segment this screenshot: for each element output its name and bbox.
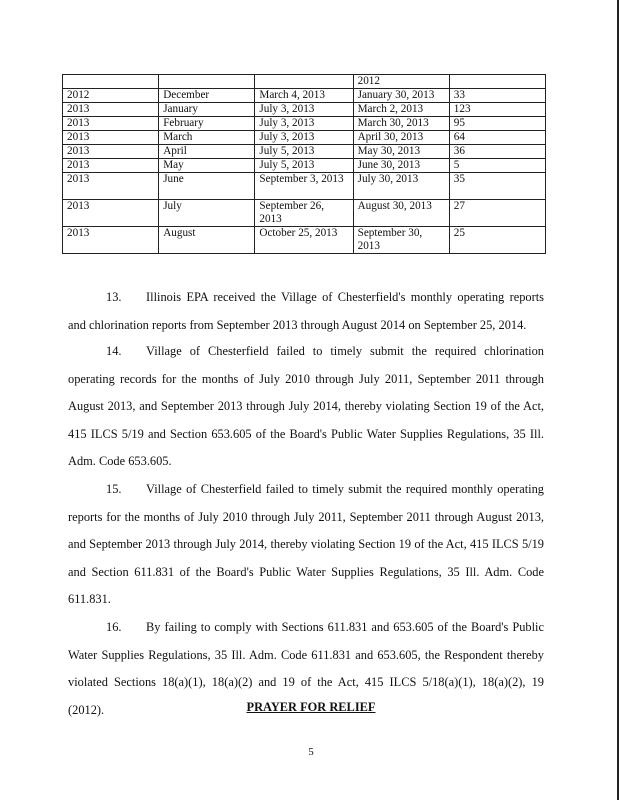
- table-row: [63, 227, 546, 254]
- table-cell: September 26, 2013: [255, 200, 353, 227]
- table-cell: March 4, 2013: [255, 89, 353, 103]
- table-cell: July 3, 2013: [255, 117, 353, 131]
- table-row: [63, 173, 546, 200]
- table-cell: May 30, 2013: [353, 145, 449, 159]
- table-row: [63, 131, 546, 145]
- table-cell: December: [159, 89, 255, 103]
- paragraph-text: Village of Chesterfield failed to timely submit the required monthly operating reports for the months of July 2010 through July 2011, September 2011 through August 2013, and September 2013 through July 2014, thereby violating Section 19 of the Act, 415 ILCS 5/19 and Section 611.831 of the Board's Public Water Supplies Regulations, 35 Ill. Adm. Code 611.831.: [68, 482, 544, 607]
- table-cell: 2013: [63, 173, 159, 200]
- table-row: [63, 117, 546, 131]
- table-cell: [255, 75, 353, 89]
- table-cell: August: [159, 227, 255, 254]
- table-row: [63, 200, 546, 227]
- paragraph-13: [68, 284, 544, 339]
- table-cell: 27: [449, 200, 545, 227]
- table-row: [63, 159, 546, 173]
- table-cell: February: [159, 117, 255, 131]
- table-row: [63, 89, 546, 103]
- table-cell: June 30, 2013: [353, 159, 449, 173]
- table-row: [63, 145, 546, 159]
- table-cell: July 30, 2013: [353, 173, 449, 200]
- table-cell: 5: [449, 159, 545, 173]
- paragraph-15: [68, 476, 544, 614]
- table-cell: July: [159, 200, 255, 227]
- page-edge: [617, 0, 619, 800]
- table-cell: [449, 75, 545, 89]
- table-cell: 2013: [63, 159, 159, 173]
- paragraph-number: 14.: [106, 344, 122, 358]
- table-cell: 123: [449, 103, 545, 117]
- table-cell: September 30, 2013: [353, 227, 449, 254]
- paragraph-number: 15.: [106, 482, 122, 496]
- prayer-for-relief-heading: PRAYER FOR RELIEF: [246, 700, 376, 714]
- table-cell: April 30, 2013: [353, 131, 449, 145]
- page-number: 5: [308, 746, 314, 758]
- table-cell: 2013: [63, 117, 159, 131]
- table-cell: July 3, 2013: [255, 131, 353, 145]
- table-cell: October 25, 2013: [255, 227, 353, 254]
- table-cell: July 5, 2013: [255, 159, 353, 173]
- table-cell: June: [159, 173, 255, 200]
- table-cell: [159, 75, 255, 89]
- table-row: [63, 103, 546, 117]
- table-cell: 36: [449, 145, 545, 159]
- table-cell: September 3, 2013: [255, 173, 353, 200]
- table-cell: [63, 75, 159, 89]
- table-cell: 2012: [353, 75, 449, 89]
- table-cell: 2013: [63, 200, 159, 227]
- paragraph-text: Illinois EPA received the Village of Chesterfield's monthly operating reports and chlorination reports from September 2013 through August 2014 on September 25, 2014.: [68, 290, 544, 332]
- table-row: [63, 75, 546, 89]
- table-cell: March 30, 2013: [353, 117, 449, 131]
- paragraph-number: 13.: [106, 290, 122, 304]
- paragraph-text: Village of Chesterfield failed to timely submit the required chlorination operating records for the months of July 2010 through July 2011, September 2011 through August 2013, and September 2013 through July 2014, thereby violating Section 19 of the Act, 415 ILCS 5/19 and Section 653.605 of the Board's Public Water Supplies Regulations, 35 Ill. Adm. Code 653.605.: [68, 344, 544, 469]
- table-cell: 2013: [63, 131, 159, 145]
- table-cell: 33: [449, 89, 545, 103]
- table-cell: 64: [449, 131, 545, 145]
- reports-table: [62, 74, 546, 254]
- table-cell: 2013: [63, 145, 159, 159]
- table-cell: 25: [449, 227, 545, 254]
- table-cell: July 5, 2013: [255, 145, 353, 159]
- table-cell: January 30, 2013: [353, 89, 449, 103]
- table-cell: 95: [449, 117, 545, 131]
- table-cell: January: [159, 103, 255, 117]
- table-cell: May: [159, 159, 255, 173]
- paragraph-text: By failing to comply with Sections 611.831 and 653.605 of the Board's Public Water Supplies Regulations, 35 Ill. Adm. Code 611.831 and 653.605, the Respondent thereby violated Sections 18(a)(1), 18(a)(2) and 19 of the Act, 415 ILCS 5/18(a)(1), 18(a)(2), 19 (2012).: [68, 620, 544, 717]
- table-cell: 2012: [63, 89, 159, 103]
- table-cell: 35: [449, 173, 545, 200]
- table-cell: 2013: [63, 103, 159, 117]
- table-cell: 2013: [63, 227, 159, 254]
- table-cell: July 3, 2013: [255, 103, 353, 117]
- table-cell: August 30, 2013: [353, 200, 449, 227]
- table-cell: April: [159, 145, 255, 159]
- table-cell: March: [159, 131, 255, 145]
- paragraph-number: 16.: [106, 620, 122, 634]
- table-cell: March 2, 2013: [353, 103, 449, 117]
- paragraph-14: [68, 338, 544, 476]
